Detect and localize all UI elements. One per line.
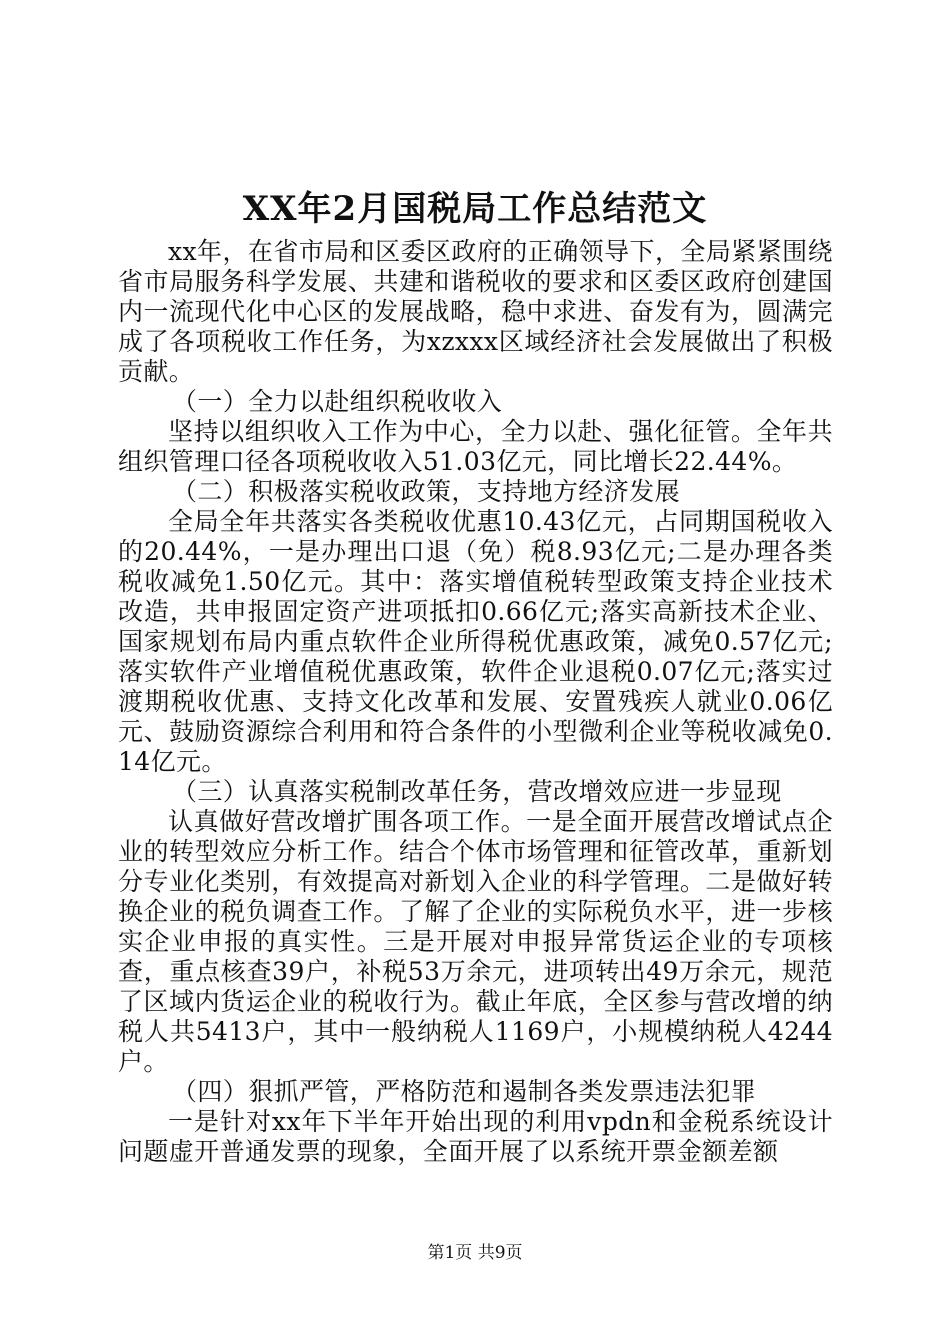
section-paragraph-2: 全局全年共落实各类税收优惠10.43亿元，占同期国税收入的20.44%，一是办理出口退（免）税8.93亿元;二是办理各类税收减免1.50亿元。其中：落实增值税转型政策支持企业技术改造，共申报固定资产进项抵扣0.66亿元;落实高新技术企业、国家规划布局内重点软件企业所得税优惠政策，减免0.57亿元;落实软件产业增值税优惠政策，软件企业退税0.07亿元;落实过渡期税收优惠、支持文化改革和发展、安置残疾人就业0.06亿元、鼓励资源综合利用和符合条件的小型微利企业等税收减免0.14亿元。: [118, 507, 833, 776]
section-heading-1: （一）全力以赴组织税收收入: [172, 387, 503, 416]
intro-paragraph: xx年，在省市局和区委区政府的正确领导下，全局紧紧围绕省市局服务科学发展、共建和谐税收的要求和区委区政府创建国内一流现代化中心区的发展战略，稳中求进、奋发有为，圆满完成了各项税收工作任务，为xzxxx区域经济社会发展做出了积极贡献。: [118, 237, 833, 386]
page-footer: 第1页 共9页: [427, 1243, 523, 1263]
section-paragraph-1: 坚持以组织收入工作为中心，全力以赴、强化征管。全年共组织管理口径各项税收收入51.03亿元，同比增长22.44%。: [118, 417, 833, 476]
section-heading-3: （三）认真落实税制改革任务，营改增效应进一步显现: [172, 777, 782, 806]
section-heading-4: （四）狠抓严管，严格防范和遏制各类发票违法犯罪: [172, 1077, 757, 1106]
document-title: XX年2月国税局工作总结范文: [242, 189, 708, 229]
section-heading-2: （二）积极落实税收政策，支持地方经济发展: [172, 477, 681, 506]
section-paragraph-4: 一是针对xx年下半年开始出现的利用vpdn和金税系统设计问题虚开普通发票的现象，全面开展了以系统开票金额差额: [118, 1107, 833, 1166]
document-body: [118, 237, 833, 1167]
section-paragraph-3: 认真做好营改增扩围各项工作。一是全面开展营改增试点企业的转型效应分析工作。结合个体市场管理和征管改革，重新划分专业化类别，有效提高对新划入企业的科学管理。二是做好转换企业的税负调查工作。了解了企业的实际税负水平，进一步核实企业申报的真实性。三是开展对申报异常货运企业的专项核查，重点核查39户，补税53万余元，进项转出49万余元，规范了区域内货运企业的税收行为。截止年底，全区参与营改增的纳税人共5413户，其中一般纳税人1169户，小规模纳税人4244户。: [118, 807, 833, 1076]
